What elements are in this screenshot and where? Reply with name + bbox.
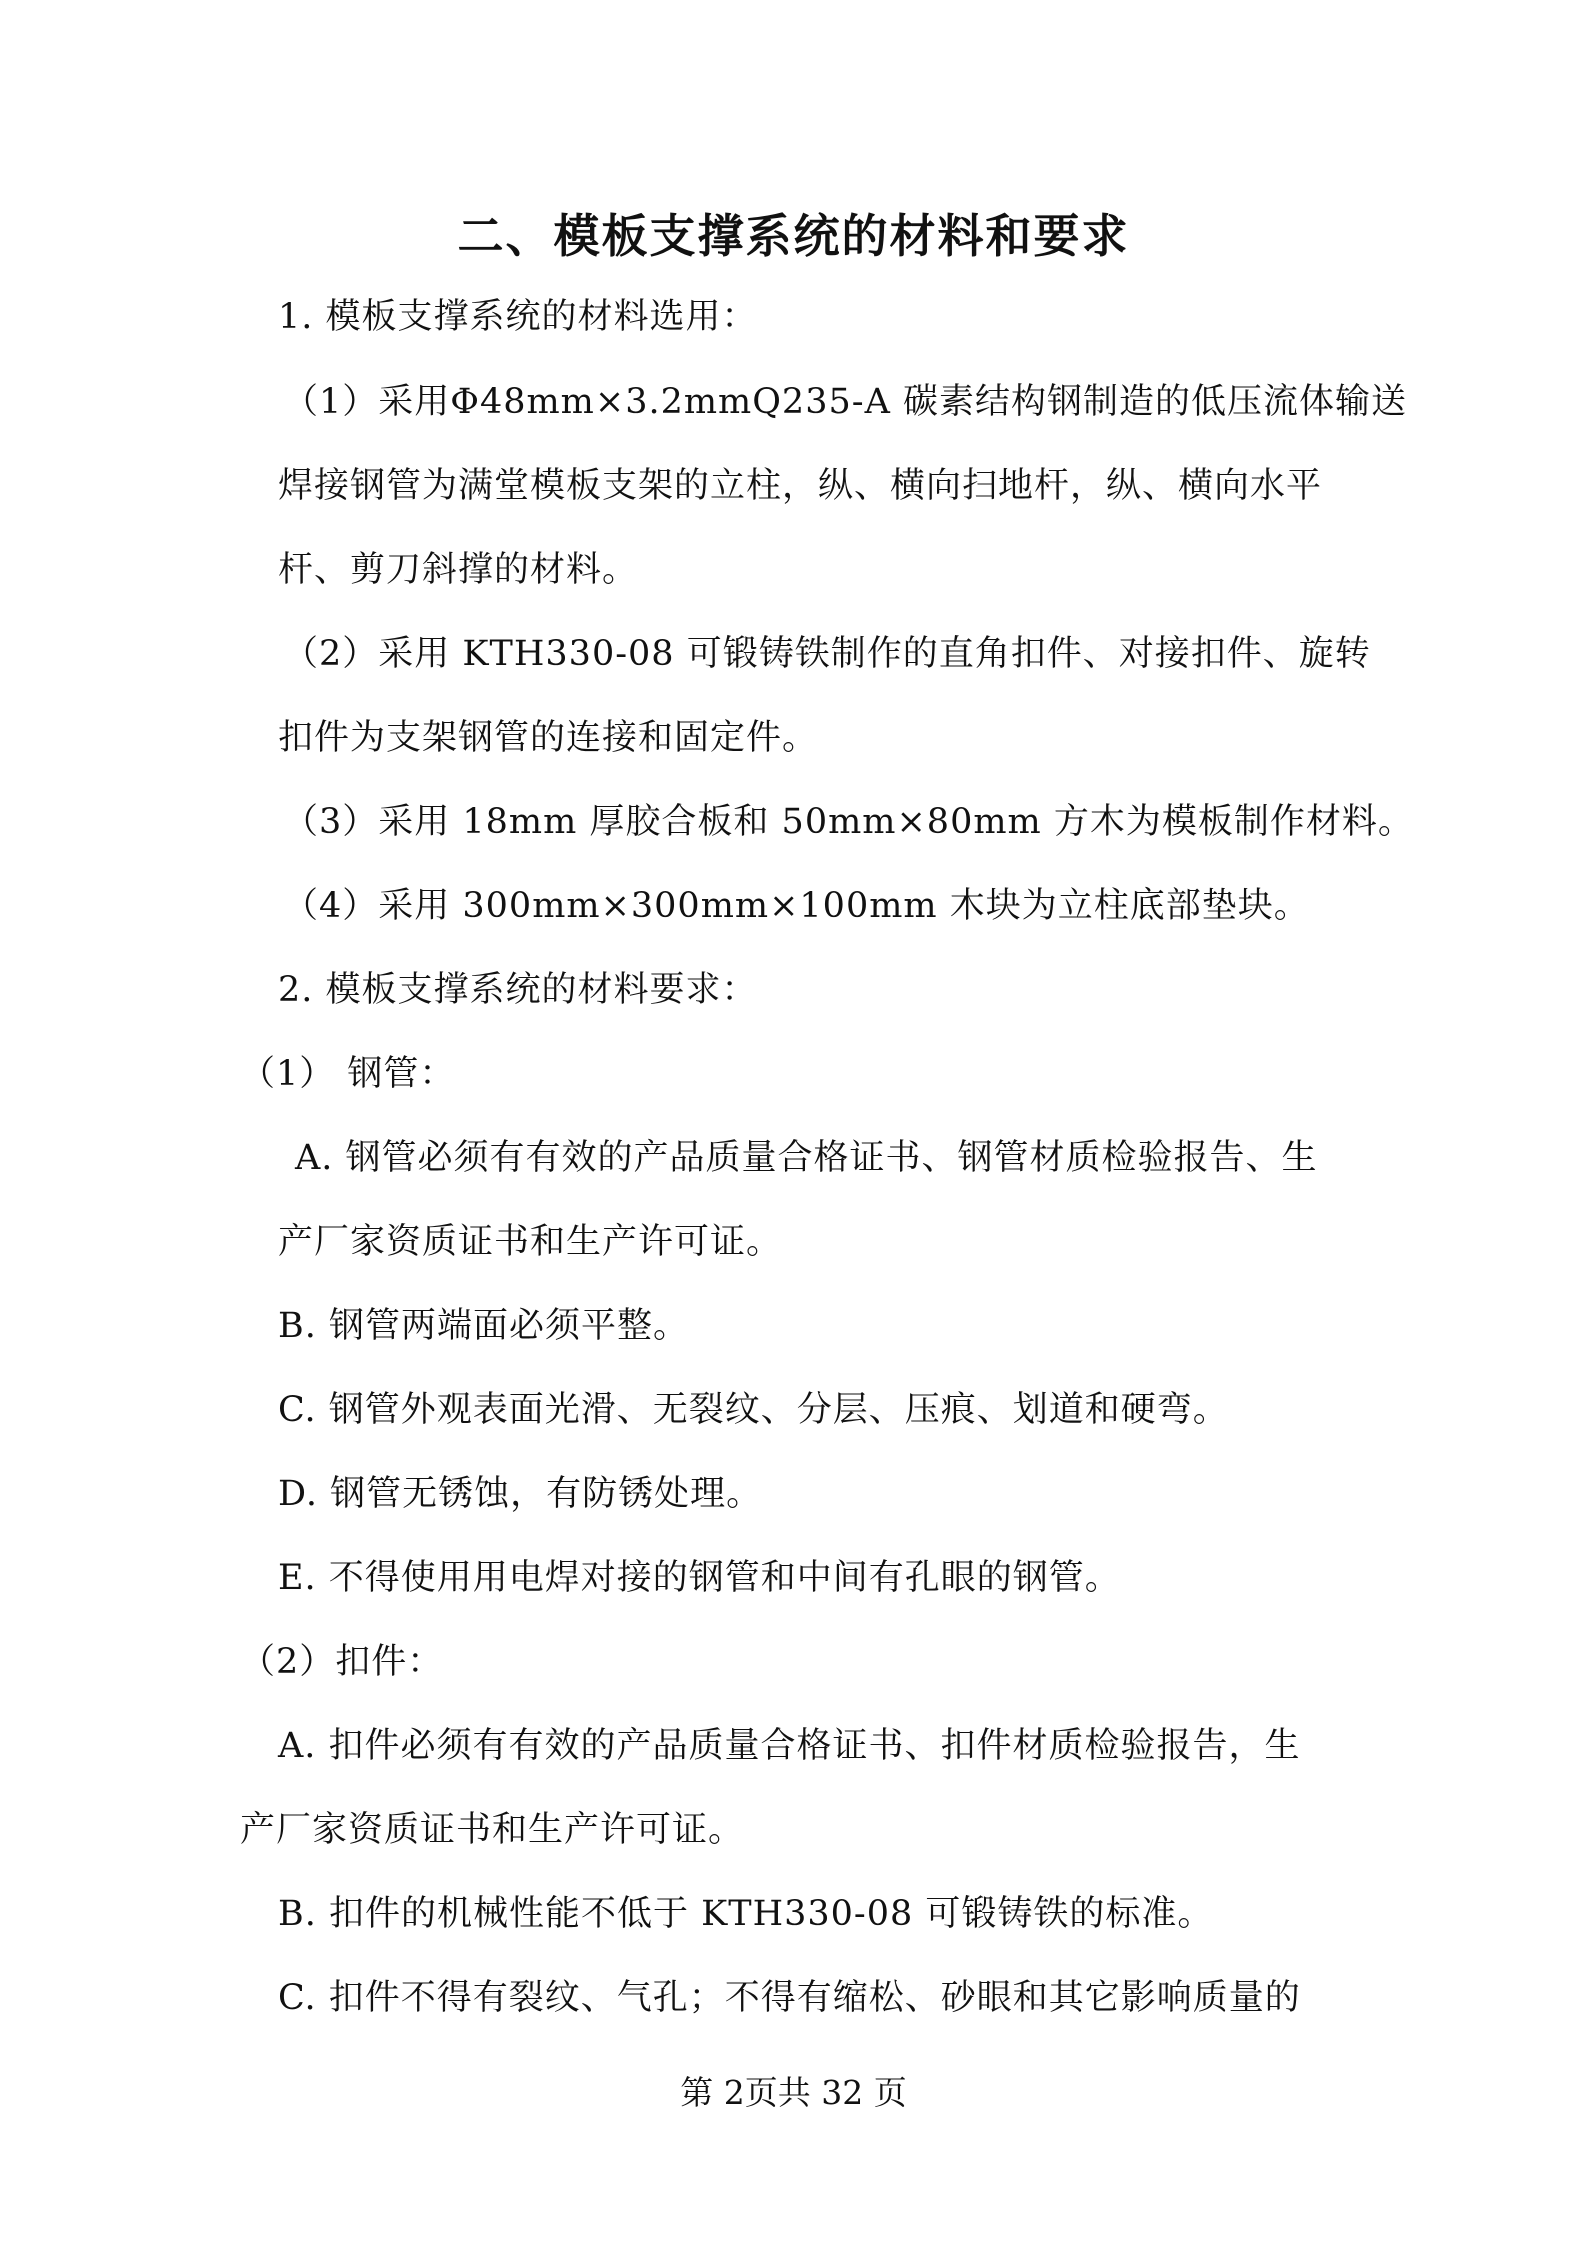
text-line: （2）采用 KTH330-08 可锻铸铁制作的直角扣件、对接扣件、旋转 (283, 634, 1371, 674)
text-line: （2）扣件： (240, 1642, 444, 1682)
text-line: （1）采用Φ48mm×3.2mmQ235-A 碳素结构钢制造的低压流体输送 (283, 382, 1407, 422)
text-line: 焊接钢管为满堂模板支架的立柱，纵、横向扫地杆，纵、横向水平 (278, 466, 1323, 506)
text-line: 2. 模板支撑系统的材料要求： (278, 970, 758, 1010)
page-number-footer: 第 2页共 32 页 (680, 2073, 907, 2112)
text-line: 产厂家资质证书和生产许可证。 (240, 1810, 745, 1850)
text-line: C. 钢管外观表面光滑、无裂纹、分层、压痕、划道和硬弯。 (278, 1390, 1229, 1430)
text-line: E. 不得使用用电焊对接的钢管和中间有孔眼的钢管。 (278, 1558, 1121, 1598)
text-line: 杆、剪刀斜撑的材料。 (278, 550, 639, 590)
text-line: （3）采用 18mm 厚胶合板和 50mm×80mm 方木为模板制作材料。 (283, 802, 1414, 842)
text-line: 扣件为支架钢管的连接和固定件。 (278, 718, 819, 758)
text-line: 产厂家资质证书和生产许可证。 (278, 1222, 783, 1262)
text-line: D. 钢管无锈蚀，有防锈处理。 (278, 1474, 763, 1514)
text-line: A. 扣件必须有有效的产品质量合格证书、扣件材质检验报告，生 (278, 1726, 1301, 1766)
section-title: 二、模板支撑系统的材料和要求 (457, 209, 1130, 263)
text-line: （4）采用 300mm×300mm×100mm 木块为立柱底部垫块。 (283, 886, 1310, 926)
text-line: A. 钢管必须有有效的产品质量合格证书、钢管材质检验报告、生 (295, 1138, 1318, 1178)
text-line: C. 扣件不得有裂纹、气孔；不得有缩松、砂眼和其它影响质量的 (278, 1978, 1301, 2018)
text-line: （1） 钢管： (240, 1054, 456, 1094)
text-line: 1. 模板支撑系统的材料选用： (278, 297, 758, 337)
text-line: B. 扣件的机械性能不低于 KTH330-08 可锻铸铁的标准。 (278, 1894, 1214, 1934)
text-line: B. 钢管两端面必须平整。 (278, 1306, 689, 1346)
